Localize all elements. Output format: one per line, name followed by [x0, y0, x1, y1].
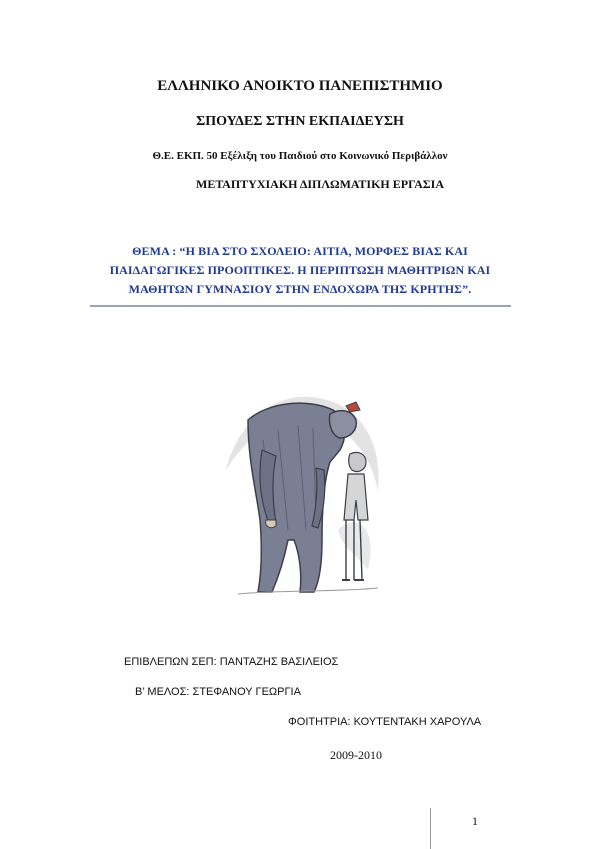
- university-name: ΕΛΛΗΝΙΚΟ ΑΝΟΙΚΤΟ ΠΑΝΕΠΙΣΤΗΜΙΟ: [157, 78, 443, 94]
- module-title: Θ.Ε. ΕΚΠ. 50 Εξέλιξη του Παιδιού στο Κοινωνικό Περιβάλλον: [152, 150, 448, 162]
- footer-divider: [430, 808, 431, 849]
- bully-and-child-sketch-icon: [218, 380, 388, 600]
- theme-underline: [90, 305, 511, 307]
- theme-line-1: ΘΕΜΑ : “Η ΒΙΑ ΣΤΟ ΣΧΟΛΕΙΟ: ΑΙΤΙΑ, ΜΟΡΦΕΣ ΒΙΑΣ ΚΑΙ: [132, 244, 468, 258]
- page-number: 1: [472, 814, 478, 828]
- thesis-type: ΜΕΤΑΠΤΥΧΙΑΚΗ ΔΙΠΛΩΜΑΤΙΚΗ ΕΡΓΑΣΙΑ: [196, 177, 444, 191]
- academic-years: 2009-2010: [330, 748, 382, 762]
- student-line: ΦΟΙΤΗΤΡΙΑ: ΚΟΥΤΕΝΤΑΚΗ ΧΑΡΟΥΛΑ: [288, 716, 482, 728]
- second-member-line: Β’ ΜΕΛΟΣ: ΣΤΕΦΑΝΟΥ ΓΕΩΡΓΙΑ: [135, 686, 301, 698]
- programme-name: ΣΠΟΥΔΕΣ ΣΤΗΝ ΕΚΠΑΙΔΕΥΣΗ: [196, 114, 404, 129]
- supervisor-line: ΕΠΙΒΛΕΠΩΝ ΣΕΠ: ΠΑΝΤΑΖΗΣ ΒΑΣΙΛΕΙΟΣ: [124, 656, 339, 668]
- theme-line-2: ΠΑΙΔΑΓΩΓΙΚΕΣ ΠΡΟΟΠΤΙΚΕΣ. Η ΠΕΡΙΠΤΩΣΗ ΜΑΘΗΤΡΙΩΝ ΚΑΙ: [109, 263, 491, 277]
- theme-line-3: ΜΑΘΗΤΩΝ ΓΥΜΝΑΣΙΟΥ ΣΤΗΝ ΕΝΔΟΧΩΡΑ ΤΗΣ ΚΡΗΤΗΣ”.: [128, 282, 472, 296]
